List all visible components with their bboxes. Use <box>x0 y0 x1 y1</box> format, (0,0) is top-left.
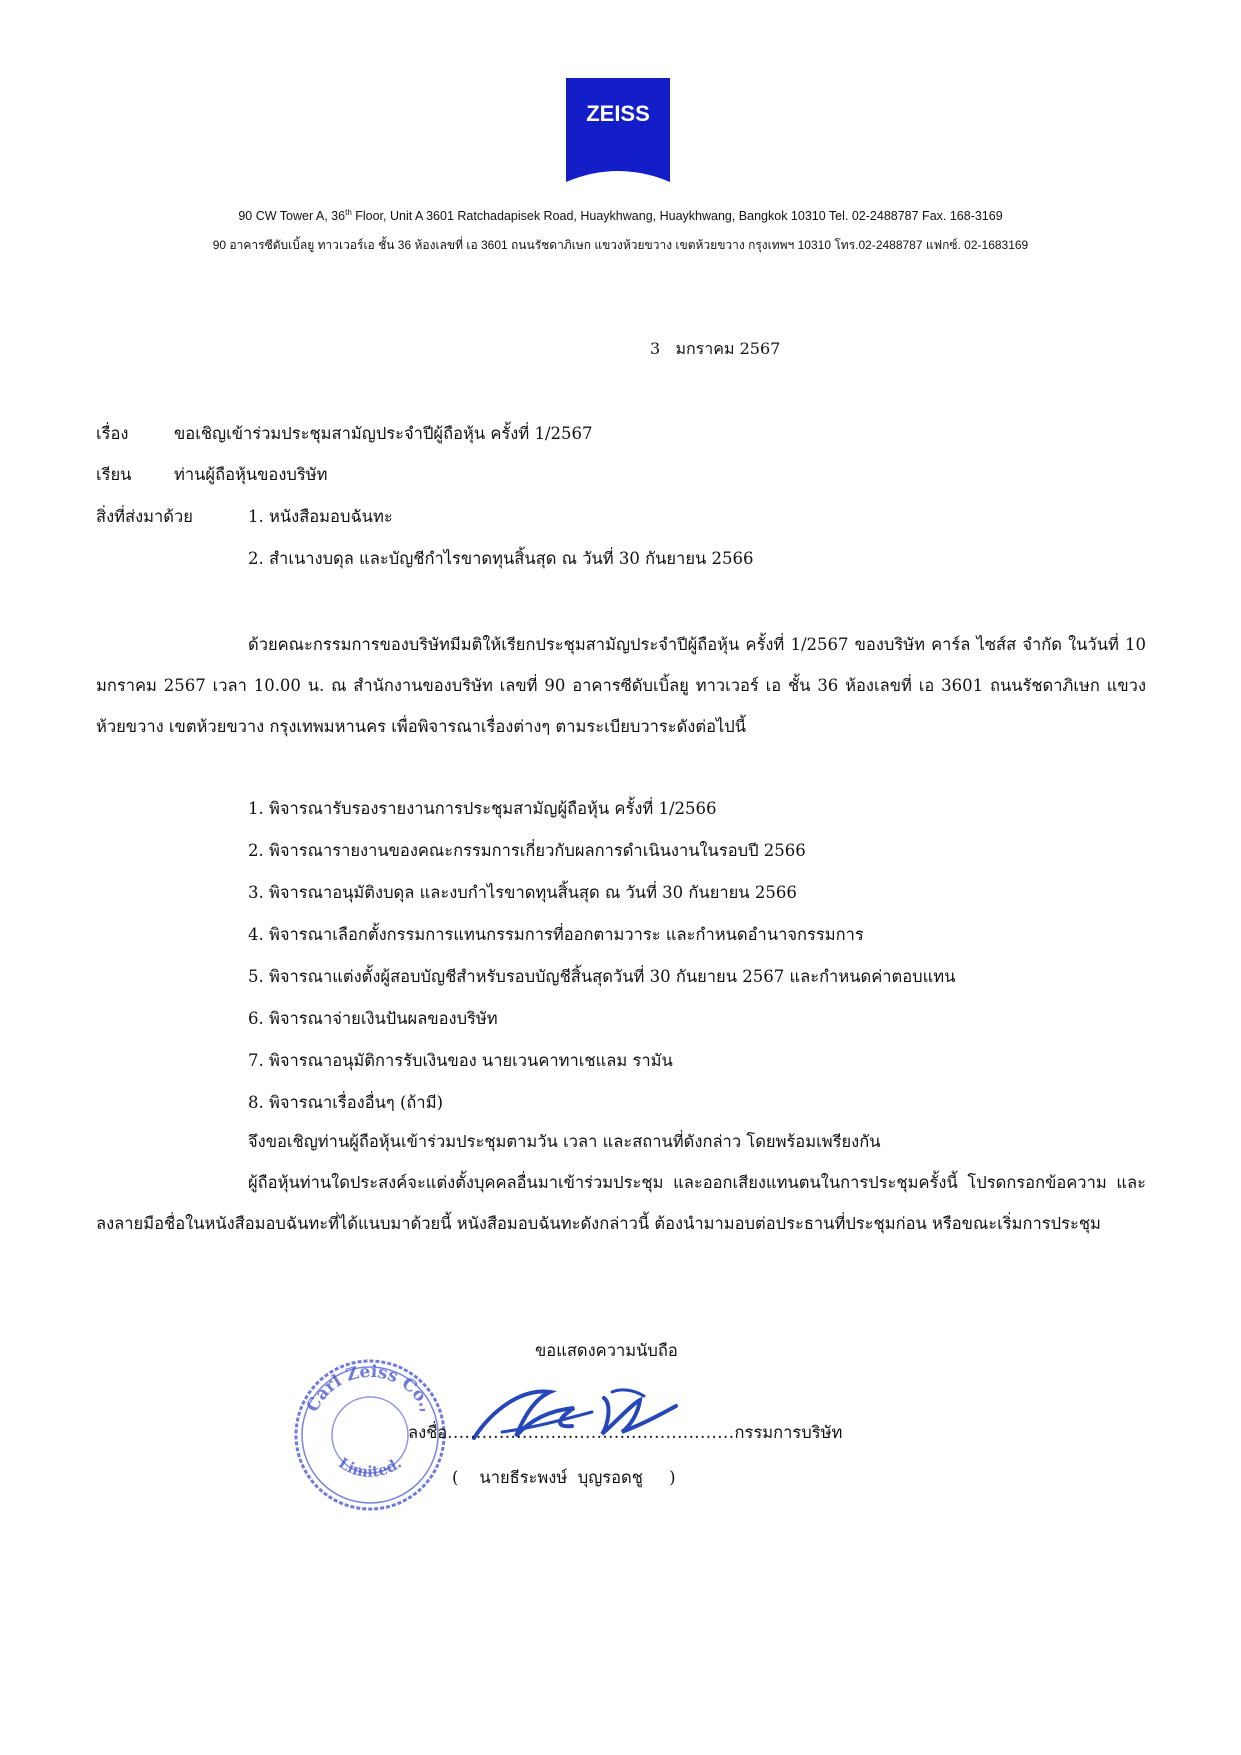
sign-prefix: ลงชื่อ <box>408 1423 448 1442</box>
agenda-item: 6. พิจารณาจ่ายเงินปันผลของบริษัท <box>248 1009 498 1028</box>
enclosure-item-1: 1. หนังสือมอบฉันทะ <box>248 507 393 526</box>
svg-text:Carl Zeiss Co., <box>303 1362 438 1416</box>
address-english: 90 CW Tower A, 36th Floor, Unit A 3601 Ratchadapisek Road, Huaykhwang, Huaykhwang, Bangkok 10310 Tel. 02-2488787 Fax. 168-3169 <box>238 208 1003 224</box>
intro-paragraph: ด้วยคณะกรรมการของบริษัทมีมติให้เรียกประชุมสามัญประจำปีผู้ถือหุ้น ครั้งที่ 1/2567 ของบริษัท คาร์ล ไซส์ส จำกัด ในวันที่ 10 มกราคม 2567 เวลา 10.00 น. ณ สำนักงานของบริษัท เลขที่ 90 อาคารซีดับเบิ้ลยู ทาวเวอร์ เอ ชั้น 36 ห้องเลขที่ เอ 3601 ถนนรัชดาภิเษก แขวงห้วยขวาง เขตห้วยขวาง กรุงเทพมหานคร เพื่อพิจารณาเรื่องต่างๆ ตามระเบียบวาระดังต่อไปนี้ <box>96 635 1146 736</box>
to-text: ท่านผู้ถือหุ้นของบริษัท <box>174 465 328 484</box>
seal-text-bottom: Limited. <box>335 1453 405 1482</box>
signature-line <box>408 1420 842 1446</box>
agenda-item: 1. พิจารณารับรองรายงานการประชุมสามัญผู้ถือหุ้น ครั้งที่ 1/2566 <box>248 799 717 818</box>
to-label: เรียน <box>96 465 132 484</box>
regards-text: ขอแสดงความนับถือ <box>535 1341 678 1360</box>
agenda-item: 2. พิจารณารายงานของคณะกรรมการเกี่ยวกับผลการดำเนินงานในรอบปี 2566 <box>248 841 806 860</box>
zeiss-logo-mark <box>566 78 670 182</box>
letter-date: 3 มกราคม 2567 <box>650 339 781 358</box>
svg-text:Limited. <box>335 1454 405 1481</box>
proxy-paragraph: ผู้ถือหุ้นท่านใดประสงค์จะแต่งตั้งบุคคลอื่นมาเข้าร่วมประชุม และออกเสียงแทนตนในการประชุมครั้งนี้ โปรดกรอกข้อความ และลงลายมือชื่อในหนังสือมอบฉันทะที่ได้แนบมาด้วยนี้ หนังสือมอบฉันทะดังกล่าวนี้ ต้องนำมามอบต่อประธานที่ประชุมก่อน หรือขณะเริ่มการประชุม <box>96 1173 1146 1233</box>
logo-text: ZEISS <box>586 101 650 126</box>
address-thai: 90 อาคารซีดับเบิ้ลยู ทาวเวอร์เอ ชั้น 36 ห้องเลขที่ เอ 3601 ถนนรัชดาภิเษก แขวงห้วยขวาง เขตห้วยขวาง กรุงเทพฯ 10310 โทร.02-2488787 แฟกซ์. 02-1683169 <box>212 238 1029 252</box>
subject-text: ขอเชิญเข้าร่วมประชุมสามัญประจำปีผู้ถือหุ้น ครั้งที่ 1/2567 <box>174 424 593 443</box>
subject-label: เรื่อง <box>96 424 129 443</box>
enclosure-label: สิ่งที่ส่งมาด้วย <box>96 507 193 526</box>
agenda-item: 3. พิจารณาอนุมัติงบดุล และงบกำไรขาดทุนสิ้นสุด ณ วันที่ 30 กันยายน 2566 <box>248 883 797 902</box>
sign-dots: .................................................. <box>447 1423 735 1442</box>
enclosure-item-2: 2. สำเนางบดุล และบัญชีกำไรขาดทุนสิ้นสุด ณ วันที่ 30 กันยายน 2566 <box>248 549 754 568</box>
agenda-item: 8. พิจารณาเรื่องอื่นๆ (ถ้ามี) <box>248 1093 444 1112</box>
agenda-item: 5. พิจารณาแต่งตั้งผู้สอบบัญชีสำหรับรอบบัญชีสิ้นสุดวันที่ 30 กันยายน 2567 และกำหนดค่าตอบแทน <box>248 967 956 986</box>
agenda-item: 7. พิจารณาอนุมัติการรับเงินของ นายเวนคาทาเชแลม รามัน <box>248 1051 673 1070</box>
signer-name: ( นายธีระพงษ์ บุญรอดชู ) <box>452 1468 676 1487</box>
seal-text-top: Carl Zeiss Co., <box>302 1361 438 1416</box>
invite-line: จึงขอเชิญท่านผู้ถือหุ้นเข้าร่วมประชุมตามวัน เวลา และสถานที่ดังกล่าว โดยพร้อมเพรียงกัน <box>248 1132 881 1151</box>
zeiss-logo <box>566 78 670 182</box>
agenda-item: 4. พิจารณาเลือกตั้งกรรมการแทนกรรมการที่ออกตามวาระ และกำหนดอำนาจกรรมการ <box>248 925 864 944</box>
sign-title: กรรมการบริษัท <box>734 1423 843 1442</box>
agenda-list <box>248 788 955 1124</box>
